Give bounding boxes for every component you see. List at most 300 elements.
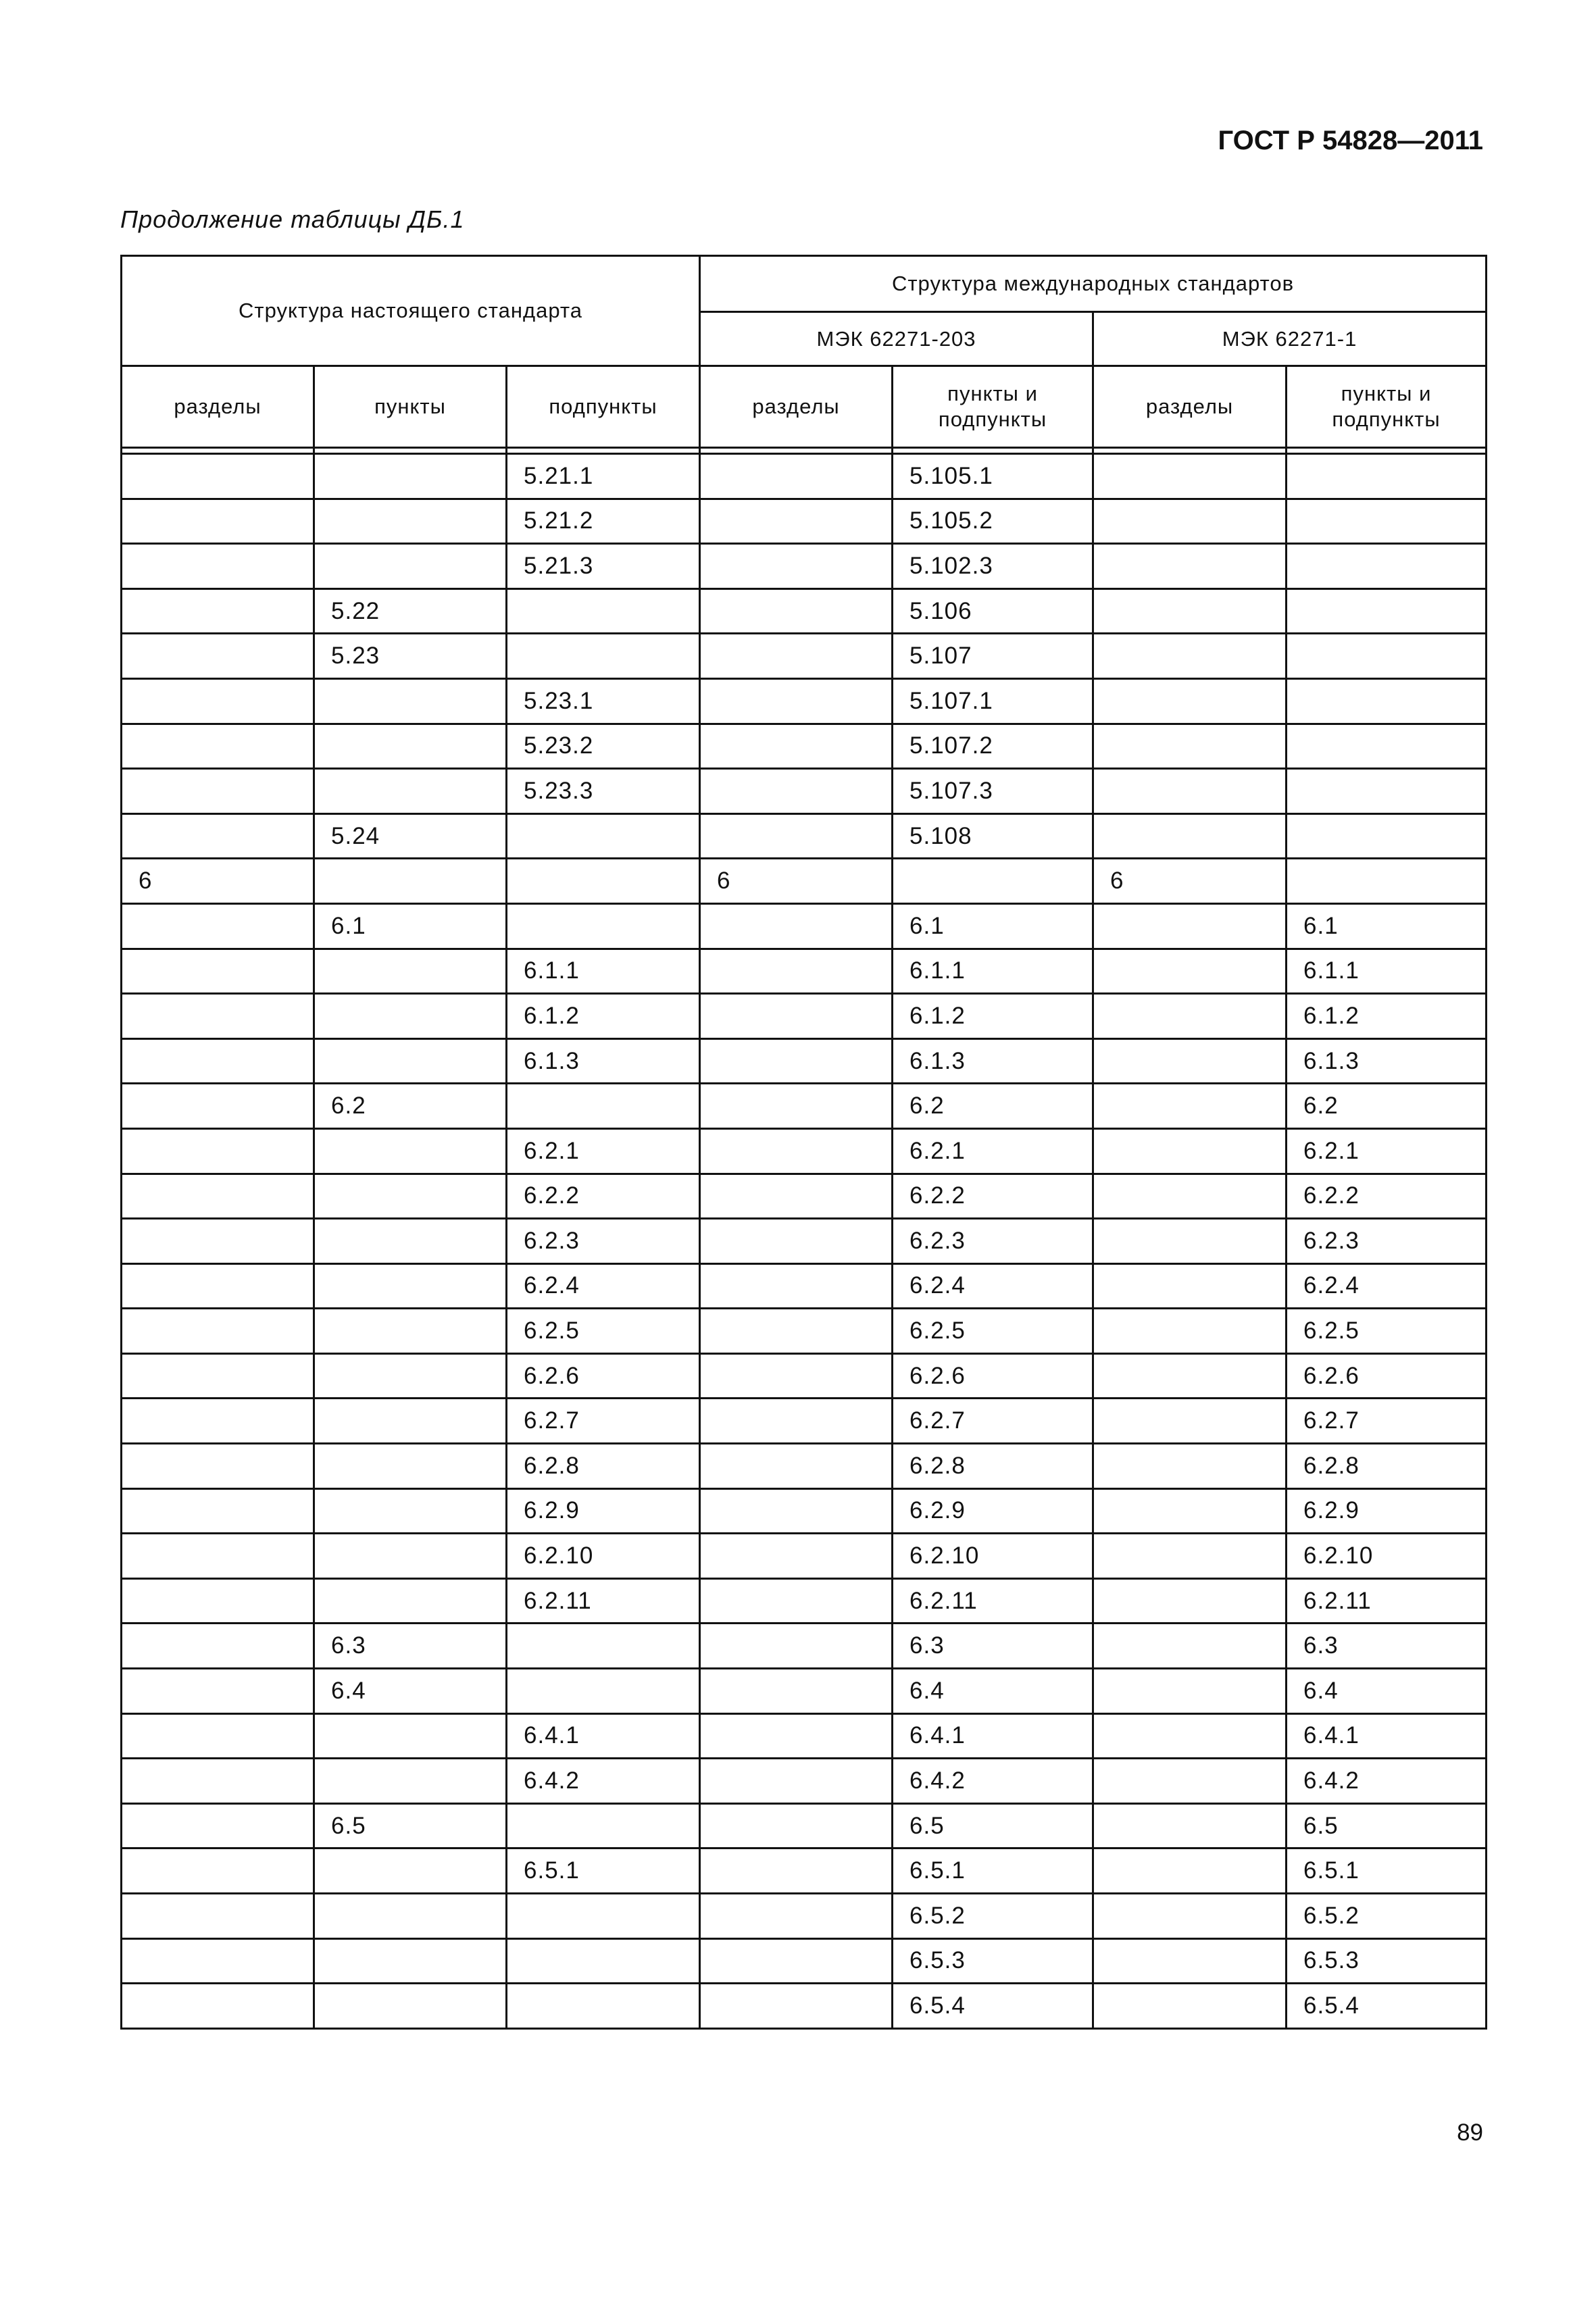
cell-section	[122, 994, 314, 1039]
cell-iec203-clause: 6.1.1	[893, 949, 1093, 994]
cell-subclause: 5.21.1	[507, 454, 700, 499]
cell-clause	[314, 454, 507, 499]
table-row	[122, 1263, 1487, 1309]
cell-section	[122, 949, 314, 994]
cell-iec1-clause	[1287, 454, 1487, 499]
col-header-sections: разделы	[122, 366, 314, 448]
cell-iec203-section	[700, 1984, 893, 2029]
cell-section	[122, 1399, 314, 1444]
cell-iec203-clause: 6.4.2	[893, 1759, 1093, 1804]
cell-iec203-section	[700, 1263, 893, 1309]
cell-iec203-section	[700, 903, 893, 949]
cell-clause	[314, 1848, 507, 1894]
cell-iec203-clause: 6.5	[893, 1803, 1093, 1848]
cell-section	[122, 903, 314, 949]
cell-iec203-clause: 6.4	[893, 1669, 1093, 1714]
cell-iec1-clause: 6.3	[1287, 1624, 1487, 1669]
cell-iec1-clause	[1287, 588, 1487, 634]
col-header-iec1-clauses: пункты и подпункты	[1287, 366, 1487, 448]
table-row	[122, 769, 1487, 814]
cell-section	[122, 1894, 314, 1939]
cell-section	[122, 1444, 314, 1489]
cell-section	[122, 1759, 314, 1804]
cell-iec1-section	[1093, 1488, 1287, 1534]
cell-clause	[314, 1174, 507, 1219]
cell-iec203-section	[700, 1128, 893, 1174]
cell-iec203-clause: 6.2.11	[893, 1578, 1093, 1624]
cell-iec203-section	[700, 499, 893, 544]
cell-section	[122, 1713, 314, 1759]
cell-subclause: 6.2.6	[507, 1353, 700, 1399]
cell-iec1-section	[1093, 1309, 1287, 1354]
cell-subclause: 6.2.4	[507, 1263, 700, 1309]
table-row	[122, 949, 1487, 994]
cell-iec203-clause: 5.108	[893, 813, 1093, 859]
cell-iec203-clause: 6.2.10	[893, 1534, 1093, 1579]
cell-iec1-clause: 6.4.1	[1287, 1713, 1487, 1759]
cell-section	[122, 1128, 314, 1174]
cell-iec203-section	[700, 1713, 893, 1759]
cell-iec1-section	[1093, 1894, 1287, 1939]
cell-iec203-section	[700, 1353, 893, 1399]
cell-iec203-section	[700, 1038, 893, 1084]
cell-iec1-clause: 6.2.1	[1287, 1128, 1487, 1174]
cell-subclause	[507, 1984, 700, 2029]
table-row	[122, 813, 1487, 859]
cell-iec203-clause: 6.2.5	[893, 1309, 1093, 1354]
cell-iec203-section	[700, 813, 893, 859]
cell-iec203-section	[700, 1219, 893, 1264]
cell-iec203-section	[700, 1174, 893, 1219]
cell-clause	[314, 1984, 507, 2029]
cell-clause: 6.5	[314, 1803, 507, 1848]
cell-iec203-section	[700, 1803, 893, 1848]
cell-iec203-section	[700, 454, 893, 499]
cell-iec1-section	[1093, 994, 1287, 1039]
table-row	[122, 1084, 1487, 1129]
cell-iec203-section	[700, 588, 893, 634]
cell-subclause	[507, 1938, 700, 1984]
cell-subclause: 6.2.9	[507, 1488, 700, 1534]
document-code: ГОСТ Р 54828—2011	[1218, 126, 1483, 155]
cell-subclause	[507, 903, 700, 949]
cell-iec203-section	[700, 1669, 893, 1714]
cell-iec1-section	[1093, 813, 1287, 859]
cell-iec1-clause: 6.4	[1287, 1669, 1487, 1714]
table-row	[122, 1038, 1487, 1084]
cell-clause	[314, 769, 507, 814]
cell-subclause: 6.2.10	[507, 1534, 700, 1579]
separator-cell	[1093, 448, 1287, 454]
cell-iec203-section	[700, 1084, 893, 1129]
cell-subclause	[507, 1894, 700, 1939]
cell-iec1-section	[1093, 1759, 1287, 1804]
cell-iec1-section	[1093, 949, 1287, 994]
separator-cell	[893, 448, 1093, 454]
cell-iec203-section	[700, 1938, 893, 1984]
cell-subclause: 6.4.1	[507, 1713, 700, 1759]
cell-subclause: 5.23.2	[507, 724, 700, 769]
cell-iec1-clause: 6.5.4	[1287, 1984, 1487, 2029]
cell-clause: 5.23	[314, 634, 507, 679]
table-row	[122, 544, 1487, 589]
cell-iec203-section: 6	[700, 859, 893, 904]
cell-clause	[314, 859, 507, 904]
cell-iec203-section	[700, 1488, 893, 1534]
cell-section	[122, 1309, 314, 1354]
cell-clause: 5.24	[314, 813, 507, 859]
table-row	[122, 724, 1487, 769]
table-row	[122, 994, 1487, 1039]
table-body	[122, 448, 1487, 2029]
cell-clause	[314, 678, 507, 724]
col-header-iec203-clauses: пункты и подпункты	[893, 366, 1093, 448]
cell-iec203-clause: 6.3	[893, 1624, 1093, 1669]
cell-section	[122, 1488, 314, 1534]
cell-subclause: 6.1.1	[507, 949, 700, 994]
cell-section	[122, 634, 314, 679]
cell-iec1-section	[1093, 588, 1287, 634]
header-international: Структура международных стандартов	[700, 256, 1487, 312]
cell-iec1-section	[1093, 1263, 1287, 1309]
col-header-iec203-sections: разделы	[700, 366, 893, 448]
cell-iec203-clause: 5.107.1	[893, 678, 1093, 724]
table-row	[122, 1624, 1487, 1669]
cell-iec203-clause: 6.2.6	[893, 1353, 1093, 1399]
cell-clause	[314, 1128, 507, 1174]
table-row	[122, 1128, 1487, 1174]
separator-cell	[700, 448, 893, 454]
cell-iec1-clause: 6.1.1	[1287, 949, 1487, 994]
cell-section	[122, 1848, 314, 1894]
header-iec-62271-203: МЭК 62271-203	[700, 312, 1093, 366]
cell-iec1-section	[1093, 634, 1287, 679]
cell-iec1-section	[1093, 1534, 1287, 1579]
cell-iec203-section	[700, 1624, 893, 1669]
table-row	[122, 1174, 1487, 1219]
cell-iec1-clause: 6.2.10	[1287, 1534, 1487, 1579]
cell-iec1-section	[1093, 724, 1287, 769]
cell-iec203-section	[700, 1848, 893, 1894]
cell-iec1-clause	[1287, 724, 1487, 769]
col-header-iec1-sections: разделы	[1093, 366, 1287, 448]
cell-clause	[314, 1488, 507, 1534]
cell-subclause: 6.2.11	[507, 1578, 700, 1624]
cell-iec1-clause: 6.2.7	[1287, 1399, 1487, 1444]
cell-subclause: 6.2.7	[507, 1399, 700, 1444]
cell-iec1-section	[1093, 903, 1287, 949]
cell-section	[122, 1938, 314, 1984]
table-row	[122, 903, 1487, 949]
table-row	[122, 454, 1487, 499]
table-row	[122, 588, 1487, 634]
cell-section	[122, 1669, 314, 1714]
cell-iec1-section	[1093, 1219, 1287, 1264]
cell-iec1-clause	[1287, 634, 1487, 679]
cell-iec1-clause: 6.1.3	[1287, 1038, 1487, 1084]
cell-iec1-section	[1093, 1938, 1287, 1984]
cell-subclause: 6.4.2	[507, 1759, 700, 1804]
cell-clause: 6.1	[314, 903, 507, 949]
cell-iec203-clause: 5.105.1	[893, 454, 1093, 499]
cell-iec203-clause: 5.107.2	[893, 724, 1093, 769]
cell-iec1-clause: 6.5	[1287, 1803, 1487, 1848]
cell-iec203-section	[700, 994, 893, 1039]
cell-clause	[314, 1894, 507, 1939]
cell-clause	[314, 1713, 507, 1759]
cell-iec203-clause: 5.102.3	[893, 544, 1093, 589]
cell-iec1-section	[1093, 1038, 1287, 1084]
cell-clause	[314, 1938, 507, 1984]
cell-iec203-clause: 6.5.1	[893, 1848, 1093, 1894]
cell-iec1-section	[1093, 454, 1287, 499]
cell-subclause: 6.2.5	[507, 1309, 700, 1354]
cell-section	[122, 1219, 314, 1264]
cell-iec1-clause: 6.2.3	[1287, 1219, 1487, 1264]
cell-iec203-clause: 6.2.9	[893, 1488, 1093, 1534]
cell-iec1-clause: 6.5.2	[1287, 1894, 1487, 1939]
separator-cell	[1287, 448, 1487, 454]
cell-iec203-section	[700, 678, 893, 724]
cell-clause	[314, 1263, 507, 1309]
header-iec-62271-1: МЭК 62271-1	[1093, 312, 1487, 366]
cell-subclause: 6.2.3	[507, 1219, 700, 1264]
cell-iec203-section	[700, 1534, 893, 1579]
table-row	[122, 1444, 1487, 1489]
cell-subclause	[507, 1624, 700, 1669]
cell-iec1-clause: 6.2.4	[1287, 1263, 1487, 1309]
separator-cell	[122, 448, 314, 454]
table-row	[122, 634, 1487, 679]
cell-iec203-clause: 6.5.3	[893, 1938, 1093, 1984]
cell-iec203-section	[700, 634, 893, 679]
cell-iec203-clause: 6.5.2	[893, 1894, 1093, 1939]
cell-clause	[314, 1534, 507, 1579]
cell-section	[122, 499, 314, 544]
table-row	[122, 1578, 1487, 1624]
cell-iec1-clause	[1287, 859, 1487, 904]
cell-iec1-section	[1093, 1399, 1287, 1444]
cell-iec1-section	[1093, 678, 1287, 724]
cell-section	[122, 1534, 314, 1579]
cell-iec203-clause	[893, 859, 1093, 904]
cell-subclause: 6.1.3	[507, 1038, 700, 1084]
cell-clause	[314, 544, 507, 589]
cell-section	[122, 1803, 314, 1848]
correspondence-table	[120, 255, 1487, 2030]
header-this-standard: Структура настоящего стандарта	[122, 256, 700, 366]
page-number: 89	[1457, 2119, 1483, 2146]
cell-iec203-clause: 6.4.1	[893, 1713, 1093, 1759]
separator-cell	[507, 448, 700, 454]
cell-clause	[314, 1038, 507, 1084]
cell-iec1-section	[1093, 1984, 1287, 2029]
cell-iec1-section	[1093, 1624, 1287, 1669]
table-row	[122, 1534, 1487, 1579]
cell-subclause: 6.2.1	[507, 1128, 700, 1174]
cell-iec203-section	[700, 949, 893, 994]
cell-iec203-clause: 6.2.7	[893, 1399, 1093, 1444]
table-row	[122, 1219, 1487, 1264]
table-row	[122, 1938, 1487, 1984]
cell-subclause	[507, 1669, 700, 1714]
cell-clause: 6.3	[314, 1624, 507, 1669]
cell-section	[122, 1263, 314, 1309]
cell-clause	[314, 1353, 507, 1399]
cell-subclause	[507, 1084, 700, 1129]
cell-iec1-clause	[1287, 813, 1487, 859]
cell-iec1-section: 6	[1093, 859, 1287, 904]
cell-subclause	[507, 588, 700, 634]
cell-iec203-clause: 6.2	[893, 1084, 1093, 1129]
cell-iec203-clause: 5.107.3	[893, 769, 1093, 814]
table-row	[122, 678, 1487, 724]
cell-section	[122, 769, 314, 814]
cell-iec203-clause: 5.107	[893, 634, 1093, 679]
cell-clause	[314, 1444, 507, 1489]
cell-subclause	[507, 859, 700, 904]
cell-iec1-clause	[1287, 499, 1487, 544]
col-header-clauses: пункты	[314, 366, 507, 448]
cell-iec203-section	[700, 1444, 893, 1489]
cell-iec203-clause: 6.1.3	[893, 1038, 1093, 1084]
cell-iec203-clause: 6.2.1	[893, 1128, 1093, 1174]
cell-section	[122, 1174, 314, 1219]
cell-section	[122, 544, 314, 589]
cell-iec1-section	[1093, 1128, 1287, 1174]
table-row	[122, 1669, 1487, 1714]
cell-iec1-section	[1093, 1669, 1287, 1714]
table-row	[122, 1399, 1487, 1444]
cell-iec203-section	[700, 1759, 893, 1804]
cell-clause: 5.22	[314, 588, 507, 634]
cell-iec1-clause	[1287, 769, 1487, 814]
cell-subclause: 5.23.1	[507, 678, 700, 724]
separator-cell	[314, 448, 507, 454]
cell-iec1-clause: 6.2.11	[1287, 1578, 1487, 1624]
cell-iec203-section	[700, 769, 893, 814]
table-row	[122, 1759, 1487, 1804]
cell-clause	[314, 994, 507, 1039]
cell-subclause: 6.2.8	[507, 1444, 700, 1489]
header-separator	[122, 448, 1487, 454]
table-row	[122, 859, 1487, 904]
cell-iec203-section	[700, 1894, 893, 1939]
table-row	[122, 1488, 1487, 1534]
cell-clause	[314, 1578, 507, 1624]
cell-iec1-clause: 6.2.9	[1287, 1488, 1487, 1534]
cell-iec203-clause: 5.105.2	[893, 499, 1093, 544]
cell-iec1-clause: 6.1.2	[1287, 994, 1487, 1039]
cell-iec1-section	[1093, 544, 1287, 589]
cell-iec203-section	[700, 1578, 893, 1624]
cell-section	[122, 1578, 314, 1624]
cell-iec203-clause: 5.106	[893, 588, 1093, 634]
cell-subclause: 6.2.2	[507, 1174, 700, 1219]
cell-iec1-clause	[1287, 544, 1487, 589]
cell-clause	[314, 949, 507, 994]
cell-subclause	[507, 634, 700, 679]
cell-iec1-clause: 6.2.8	[1287, 1444, 1487, 1489]
cell-iec203-clause: 6.1.2	[893, 994, 1093, 1039]
cell-section: 6	[122, 859, 314, 904]
table-row	[122, 499, 1487, 544]
cell-iec203-section	[700, 1399, 893, 1444]
cell-subclause: 5.23.3	[507, 769, 700, 814]
cell-iec203-section	[700, 1309, 893, 1354]
cell-iec1-clause: 6.4.2	[1287, 1759, 1487, 1804]
cell-iec1-section	[1093, 1084, 1287, 1129]
cell-section	[122, 1353, 314, 1399]
cell-iec1-section	[1093, 1713, 1287, 1759]
cell-iec1-clause: 6.2.6	[1287, 1353, 1487, 1399]
cell-section	[122, 1624, 314, 1669]
cell-iec1-clause: 6.2.5	[1287, 1309, 1487, 1354]
table-row	[122, 1309, 1487, 1354]
cell-iec1-section	[1093, 1803, 1287, 1848]
cell-subclause: 6.1.2	[507, 994, 700, 1039]
cell-iec1-section	[1093, 769, 1287, 814]
cell-iec203-clause: 6.2.4	[893, 1263, 1093, 1309]
cell-clause	[314, 499, 507, 544]
table-row	[122, 1894, 1487, 1939]
cell-iec1-section	[1093, 1578, 1287, 1624]
cell-iec1-section	[1093, 1174, 1287, 1219]
cell-section	[122, 1984, 314, 2029]
cell-clause	[314, 1309, 507, 1354]
cell-clause: 6.2	[314, 1084, 507, 1129]
cell-iec1-section	[1093, 1353, 1287, 1399]
cell-section	[122, 588, 314, 634]
cell-clause	[314, 1759, 507, 1804]
cell-subclause	[507, 813, 700, 859]
cell-iec203-clause: 6.1	[893, 903, 1093, 949]
cell-iec1-clause: 6.1	[1287, 903, 1487, 949]
table-row	[122, 1713, 1487, 1759]
table-row	[122, 1848, 1487, 1894]
col-header-subclauses: подпункты	[507, 366, 700, 448]
cell-subclause	[507, 1803, 700, 1848]
cell-iec1-section	[1093, 1848, 1287, 1894]
cell-subclause: 5.21.2	[507, 499, 700, 544]
cell-clause: 6.4	[314, 1669, 507, 1714]
cell-iec203-clause: 6.5.4	[893, 1984, 1093, 2029]
cell-iec1-clause	[1287, 678, 1487, 724]
cell-iec1-section	[1093, 499, 1287, 544]
cell-iec1-clause: 6.5.3	[1287, 1938, 1487, 1984]
cell-section	[122, 678, 314, 724]
cell-clause	[314, 1219, 507, 1264]
table-row	[122, 1803, 1487, 1848]
cell-section	[122, 724, 314, 769]
cell-iec203-section	[700, 544, 893, 589]
cell-clause	[314, 1399, 507, 1444]
cell-section	[122, 813, 314, 859]
table-row	[122, 1984, 1487, 2029]
table-row	[122, 1353, 1487, 1399]
cell-iec203-clause: 6.2.8	[893, 1444, 1093, 1489]
cell-section	[122, 1038, 314, 1084]
cell-iec1-section	[1093, 1444, 1287, 1489]
cell-iec203-clause: 6.2.2	[893, 1174, 1093, 1219]
cell-subclause: 5.21.3	[507, 544, 700, 589]
cell-iec203-clause: 6.2.3	[893, 1219, 1093, 1264]
cell-clause	[314, 724, 507, 769]
cell-iec1-clause: 6.2.2	[1287, 1174, 1487, 1219]
cell-section	[122, 454, 314, 499]
table-caption: Продолжение таблицы ДБ.1	[120, 205, 465, 233]
cell-section	[122, 1084, 314, 1129]
